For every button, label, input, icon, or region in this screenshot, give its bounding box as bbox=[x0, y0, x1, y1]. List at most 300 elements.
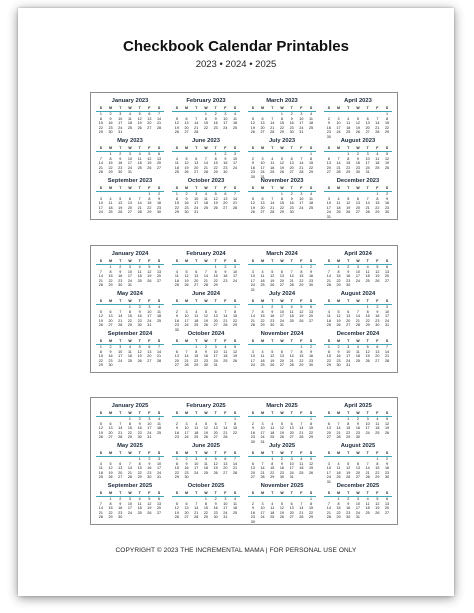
day-number: 28 bbox=[203, 170, 208, 175]
weekday-label: S bbox=[157, 491, 161, 495]
weekday-label: S bbox=[99, 259, 102, 263]
weekday-label: S bbox=[309, 299, 313, 303]
day-number: 1 bbox=[204, 112, 207, 116]
day-number: 17 bbox=[232, 274, 238, 279]
day-number: 15 bbox=[213, 161, 218, 166]
day-number: 26 bbox=[184, 170, 189, 175]
day-number: 6 bbox=[158, 152, 161, 156]
weekday-label: F bbox=[376, 491, 379, 495]
day-number: 11 bbox=[128, 116, 132, 121]
day-number: 15 bbox=[194, 354, 199, 359]
weekday-label: F bbox=[224, 339, 227, 343]
day-number: 10 bbox=[194, 196, 199, 201]
weekday-label: T bbox=[366, 186, 369, 190]
day-number: 26 bbox=[384, 430, 390, 435]
day-number: 21 bbox=[194, 125, 199, 130]
day-number: 8 bbox=[347, 156, 350, 161]
day-number: 8 bbox=[261, 309, 264, 314]
day-number: 29 bbox=[346, 170, 351, 175]
day-number: 13 bbox=[308, 309, 314, 314]
day-number: 13 bbox=[127, 201, 132, 206]
weekday-label: S bbox=[157, 186, 161, 190]
day-number: 7 bbox=[300, 421, 303, 426]
day-number: 2 bbox=[356, 152, 359, 156]
day-number: 16 bbox=[346, 274, 351, 279]
day-number: 26 bbox=[375, 510, 380, 515]
day-number: 27 bbox=[184, 130, 189, 135]
weekday-label: M bbox=[337, 339, 340, 343]
day-number: 9 bbox=[356, 421, 359, 426]
day-number: 8 bbox=[310, 501, 313, 506]
day-number: 22 bbox=[98, 125, 103, 130]
day-number: 15 bbox=[98, 121, 103, 126]
month-title: October 2023 bbox=[187, 178, 225, 184]
day-number: 19 bbox=[108, 470, 113, 475]
weekday-label: W bbox=[280, 451, 284, 455]
month-block bbox=[324, 331, 392, 372]
day-number: 28 bbox=[98, 170, 103, 175]
day-number: 22 bbox=[108, 278, 113, 283]
day-number: 14 bbox=[365, 201, 370, 206]
day-number: 28 bbox=[223, 435, 228, 440]
day-number: 23 bbox=[355, 430, 360, 435]
month-block bbox=[324, 443, 392, 484]
day-number: 9 bbox=[119, 156, 122, 161]
day-number: 1 bbox=[376, 457, 379, 461]
day-number: 27 bbox=[355, 475, 360, 480]
day-number: 14 bbox=[299, 506, 304, 511]
day-number: 26 bbox=[279, 435, 284, 440]
month-block bbox=[324, 291, 392, 332]
weekday-label: F bbox=[224, 451, 227, 455]
weekday-label: F bbox=[148, 339, 151, 343]
day-number: 8 bbox=[214, 156, 217, 161]
weekday-label: T bbox=[138, 411, 141, 415]
weekday-label: T bbox=[347, 106, 350, 110]
day-number: 8 bbox=[271, 461, 274, 466]
day-number: 28 bbox=[270, 130, 275, 135]
day-number: 19 bbox=[203, 430, 208, 435]
day-number: 4 bbox=[347, 116, 350, 121]
day-number: 29 bbox=[299, 363, 304, 368]
day-number: 11 bbox=[137, 269, 142, 274]
day-number: 30 bbox=[289, 130, 294, 135]
day-number: 9 bbox=[185, 196, 188, 201]
month-title: January 2024 bbox=[111, 251, 149, 257]
day-number: 6 bbox=[386, 497, 389, 501]
day-number: 29 bbox=[232, 323, 238, 328]
day-number: 21 bbox=[203, 278, 208, 283]
day-number: 17 bbox=[184, 318, 189, 323]
day-number: 28 bbox=[336, 170, 341, 175]
copyright-footer: COPYRIGHT © 2023 THE INCREMENTAL MAMA | FOR PERSONAL USE ONLY bbox=[115, 547, 357, 554]
day-number: 10 bbox=[365, 421, 370, 426]
day-number: 5 bbox=[234, 345, 237, 349]
weekday-label: F bbox=[376, 146, 379, 150]
weekday-label: T bbox=[119, 186, 122, 190]
weekday-label: S bbox=[99, 411, 102, 415]
day-number: 29 bbox=[336, 283, 341, 288]
day-number: 10 bbox=[147, 421, 152, 426]
day-number: 6 bbox=[356, 461, 359, 466]
day-number: 11 bbox=[223, 349, 228, 354]
day-number: 23 bbox=[184, 205, 189, 210]
day-number: 11 bbox=[174, 274, 179, 279]
day-number: 31 bbox=[213, 363, 218, 368]
day-number: 6 bbox=[290, 501, 293, 506]
day-number: 20 bbox=[260, 125, 265, 130]
day-number: 9 bbox=[214, 501, 217, 506]
day-number: 17 bbox=[118, 354, 123, 359]
day-number: 5 bbox=[347, 196, 350, 201]
weekday-label: M bbox=[261, 451, 264, 455]
weekday-label: S bbox=[327, 146, 330, 150]
weekday-label: T bbox=[271, 339, 274, 343]
day-number: 9 bbox=[290, 116, 293, 121]
day-number: 2 bbox=[175, 309, 178, 314]
day-number: 6 bbox=[310, 305, 313, 309]
weekday-label: W bbox=[356, 259, 360, 263]
day-number: 20 bbox=[127, 205, 132, 210]
weekday-label: W bbox=[356, 451, 360, 455]
day-number: 8 bbox=[310, 156, 313, 161]
day-number: 16 bbox=[279, 466, 284, 471]
weekday-label: T bbox=[290, 146, 293, 150]
day-number: 3 bbox=[195, 192, 198, 196]
day-number: 27 bbox=[384, 278, 390, 283]
weekday-label: S bbox=[175, 186, 178, 190]
day-number: 8 bbox=[99, 116, 102, 121]
day-number: 27 bbox=[213, 435, 218, 440]
day-number: 28 bbox=[156, 125, 162, 130]
day-number: 3 bbox=[119, 345, 122, 349]
day-number: 29 bbox=[279, 130, 284, 135]
day-number: 10 bbox=[127, 156, 132, 161]
day-number: 16 bbox=[289, 121, 294, 126]
day-number: 3 bbox=[128, 152, 131, 156]
day-number: 4 bbox=[310, 112, 313, 116]
day-number: 2 bbox=[356, 417, 359, 421]
day-number: 1 bbox=[234, 417, 237, 421]
day-number: 22 bbox=[336, 278, 341, 283]
weekday-label: S bbox=[385, 411, 389, 415]
day-number: 3 bbox=[290, 457, 293, 461]
day-number: 7 bbox=[99, 501, 102, 506]
month-title: November 2024 bbox=[260, 331, 304, 337]
day-number: 9 bbox=[310, 349, 313, 354]
day-number: 13 bbox=[147, 349, 152, 354]
day-number: 26 bbox=[174, 515, 179, 520]
day-number: 12 bbox=[137, 349, 142, 354]
month-block bbox=[172, 483, 240, 524]
day-number: 19 bbox=[384, 161, 390, 166]
day-number: 7 bbox=[185, 349, 188, 354]
day-number: 21 bbox=[270, 205, 275, 210]
day-number: 23 bbox=[355, 165, 360, 170]
day-number: 7 bbox=[376, 116, 379, 121]
day-number: 9 bbox=[271, 309, 274, 314]
weekday-label: S bbox=[385, 146, 389, 150]
day-number: 18 bbox=[336, 205, 341, 210]
day-number: 28 bbox=[326, 515, 331, 520]
day-number: 28 bbox=[127, 475, 132, 480]
day-number: 5 bbox=[280, 156, 283, 161]
day-number: 20 bbox=[365, 125, 370, 130]
day-number: 9 bbox=[386, 196, 389, 201]
day-number: 15 bbox=[108, 161, 113, 166]
day-number: 28 bbox=[365, 475, 370, 480]
day-number: 19 bbox=[184, 278, 189, 283]
day-number: 20 bbox=[194, 278, 199, 283]
day-number: 19 bbox=[375, 506, 380, 511]
day-number: 18 bbox=[326, 318, 331, 323]
weekday-label: S bbox=[327, 106, 330, 110]
day-number: 13 bbox=[223, 196, 228, 201]
day-number: 6 bbox=[224, 457, 227, 461]
day-number: 12 bbox=[203, 314, 208, 319]
day-number: 30 bbox=[156, 210, 162, 215]
day-number: 20 bbox=[108, 430, 113, 435]
day-number: 30 bbox=[118, 170, 123, 175]
day-number: 1 bbox=[148, 192, 151, 196]
day-number: 12 bbox=[279, 426, 284, 431]
month-block bbox=[172, 291, 240, 332]
day-number: 19 bbox=[355, 125, 360, 130]
weekday-label: W bbox=[356, 411, 360, 415]
day-number: 7 bbox=[300, 156, 303, 161]
day-number: 6 bbox=[224, 192, 227, 196]
day-number: 18 bbox=[260, 278, 265, 283]
day-number: 4 bbox=[366, 265, 369, 269]
day-number: 27 bbox=[156, 165, 162, 170]
day-number: 18 bbox=[375, 161, 380, 166]
day-number: 19 bbox=[98, 430, 103, 435]
month-block bbox=[324, 403, 392, 444]
day-number: 27 bbox=[346, 323, 351, 328]
day-number: 13 bbox=[260, 121, 265, 126]
day-number: 8 bbox=[376, 196, 379, 201]
day-number: 22 bbox=[375, 205, 380, 210]
day-number: 26 bbox=[184, 283, 189, 288]
day-number: 1 bbox=[195, 345, 198, 349]
day-number: 5 bbox=[280, 421, 283, 426]
day-number: 15 bbox=[279, 201, 284, 206]
day-number: 11 bbox=[194, 426, 199, 431]
day-number: 30 bbox=[223, 170, 228, 175]
day-number: 31 bbox=[355, 515, 360, 520]
day-number: 10 bbox=[127, 501, 132, 506]
weekday-label: W bbox=[280, 491, 284, 495]
day-number: 29 bbox=[308, 435, 314, 440]
day-number: 29 bbox=[375, 475, 380, 480]
weekday-label: W bbox=[128, 339, 132, 343]
day-number: 12 bbox=[98, 426, 103, 431]
day-number: 16 bbox=[355, 161, 360, 166]
day-number: 20 bbox=[289, 510, 294, 515]
day-number: 17 bbox=[98, 205, 103, 210]
day-number: 30 bbox=[250, 440, 255, 444]
day-number: 23 bbox=[213, 125, 218, 130]
weekday-label: T bbox=[271, 259, 274, 263]
weekday-label: F bbox=[224, 146, 227, 150]
day-number: 10 bbox=[250, 274, 255, 279]
day-number: 23 bbox=[118, 165, 123, 170]
month-title: April 2023 bbox=[344, 98, 372, 104]
day-number: 28 bbox=[203, 283, 208, 288]
day-number: 18 bbox=[174, 278, 179, 283]
weekday-label: T bbox=[347, 411, 350, 415]
day-number: 3 bbox=[251, 349, 254, 354]
day-number: 8 bbox=[337, 501, 340, 506]
weekday-label: F bbox=[148, 299, 151, 303]
day-number: 9 bbox=[356, 156, 359, 161]
weekday-label: T bbox=[366, 451, 369, 455]
day-number: 27 bbox=[308, 318, 314, 323]
day-number: 17 bbox=[147, 314, 152, 319]
day-number: 8 bbox=[109, 269, 112, 274]
day-number: 26 bbox=[250, 210, 255, 215]
day-number: 1 bbox=[128, 417, 131, 421]
day-number: 18 bbox=[270, 510, 275, 515]
day-number: 25 bbox=[260, 363, 265, 368]
day-number: 19 bbox=[147, 161, 152, 166]
day-number: 1 bbox=[280, 192, 283, 196]
day-number: 28 bbox=[299, 435, 304, 440]
day-number: 23 bbox=[279, 470, 284, 475]
day-number: 22 bbox=[232, 430, 238, 435]
day-number: 21 bbox=[98, 165, 103, 170]
day-number: 2 bbox=[138, 305, 141, 309]
day-number: 13 bbox=[365, 121, 370, 126]
weekday-label: S bbox=[157, 299, 161, 303]
weekday-label: T bbox=[119, 411, 122, 415]
day-number: 26 bbox=[346, 475, 351, 480]
weekday-label: M bbox=[109, 146, 112, 150]
weekday-label: F bbox=[300, 146, 303, 150]
day-number: 4 bbox=[271, 156, 274, 161]
weekday-label: T bbox=[138, 106, 141, 110]
day-number: 30 bbox=[118, 515, 123, 520]
weekday-label: F bbox=[148, 411, 151, 415]
day-number: 28 bbox=[260, 475, 265, 480]
day-number: 28 bbox=[184, 363, 189, 368]
weekday-label: T bbox=[347, 146, 350, 150]
day-number: 21 bbox=[384, 354, 390, 359]
day-number: 29 bbox=[108, 515, 113, 520]
month-block bbox=[248, 251, 316, 292]
day-number: 25 bbox=[355, 358, 360, 363]
day-number: 20 bbox=[326, 430, 331, 435]
day-number: 20 bbox=[194, 165, 199, 170]
day-number: 13 bbox=[260, 201, 265, 206]
weekday-label: S bbox=[175, 259, 178, 263]
weekday-label: S bbox=[309, 186, 313, 190]
weekday-label: S bbox=[157, 451, 161, 455]
day-number: 10 bbox=[289, 461, 294, 466]
day-number: 21 bbox=[232, 201, 238, 206]
day-number: 8 bbox=[148, 196, 151, 201]
weekday-label: S bbox=[157, 411, 161, 415]
day-number: 18 bbox=[127, 121, 132, 126]
day-number: 7 bbox=[300, 501, 303, 506]
month-block bbox=[172, 331, 240, 372]
weekday-label: T bbox=[119, 146, 122, 150]
day-number: 4 bbox=[310, 192, 313, 196]
day-number: 13 bbox=[194, 161, 199, 166]
weekday-label: M bbox=[185, 259, 188, 263]
day-number: 23 bbox=[223, 278, 228, 283]
day-number: 22 bbox=[375, 470, 380, 475]
day-number: 19 bbox=[174, 510, 179, 515]
day-number: 23 bbox=[250, 515, 255, 520]
day-number: 29 bbox=[108, 283, 113, 288]
day-number: 17 bbox=[346, 354, 351, 359]
weekday-label: S bbox=[309, 259, 313, 263]
day-number: 31 bbox=[289, 475, 294, 480]
day-number: 25 bbox=[194, 323, 199, 328]
day-number: 20 bbox=[260, 205, 265, 210]
day-number: 13 bbox=[346, 314, 351, 319]
day-number: 5 bbox=[310, 457, 313, 461]
day-number: 5 bbox=[204, 421, 207, 426]
month-block bbox=[248, 483, 316, 524]
month-title: July 2025 bbox=[268, 443, 296, 449]
day-number: 25 bbox=[365, 510, 370, 515]
weekday-label: S bbox=[309, 451, 313, 455]
day-number: 28 bbox=[375, 130, 380, 135]
weekday-label: S bbox=[327, 491, 330, 495]
day-number: 28 bbox=[118, 435, 123, 440]
day-number: 22 bbox=[147, 205, 152, 210]
weekday-label: F bbox=[300, 451, 303, 455]
day-number: 18 bbox=[346, 125, 351, 130]
day-number: 26 bbox=[147, 510, 152, 515]
day-number: 30 bbox=[137, 323, 142, 328]
day-number: 13 bbox=[289, 161, 294, 166]
day-number: 30 bbox=[250, 520, 255, 524]
day-number: 27 bbox=[174, 363, 179, 368]
day-number: 11 bbox=[270, 161, 275, 166]
weekday-label: F bbox=[148, 106, 151, 110]
day-number: 18 bbox=[156, 314, 162, 319]
weekday-label: W bbox=[280, 411, 284, 415]
day-number: 2 bbox=[290, 192, 293, 196]
day-number: 15 bbox=[346, 161, 351, 166]
day-number: 11 bbox=[375, 421, 380, 426]
day-number: 6 bbox=[280, 269, 283, 274]
month-title: February 2025 bbox=[186, 403, 226, 409]
weekday-label: S bbox=[327, 299, 330, 303]
day-number: 16 bbox=[174, 430, 179, 435]
day-number: 19 bbox=[213, 201, 218, 206]
day-number: 18 bbox=[203, 201, 208, 206]
day-number: 15 bbox=[346, 426, 351, 431]
day-number: 4 bbox=[271, 501, 274, 506]
day-number: 4 bbox=[300, 457, 303, 461]
day-number: 23 bbox=[289, 125, 294, 130]
month-block bbox=[172, 138, 240, 179]
day-number: 30 bbox=[346, 283, 351, 288]
day-number: 25 bbox=[289, 318, 294, 323]
day-number: 16 bbox=[223, 274, 228, 279]
day-number: 31 bbox=[194, 210, 199, 215]
month-title: June 2024 bbox=[191, 291, 221, 297]
day-number: 22 bbox=[127, 318, 132, 323]
day-number: 3 bbox=[148, 305, 151, 309]
day-number: 25 bbox=[270, 435, 275, 440]
day-number: 20 bbox=[174, 358, 179, 363]
day-number: 14 bbox=[336, 161, 341, 166]
